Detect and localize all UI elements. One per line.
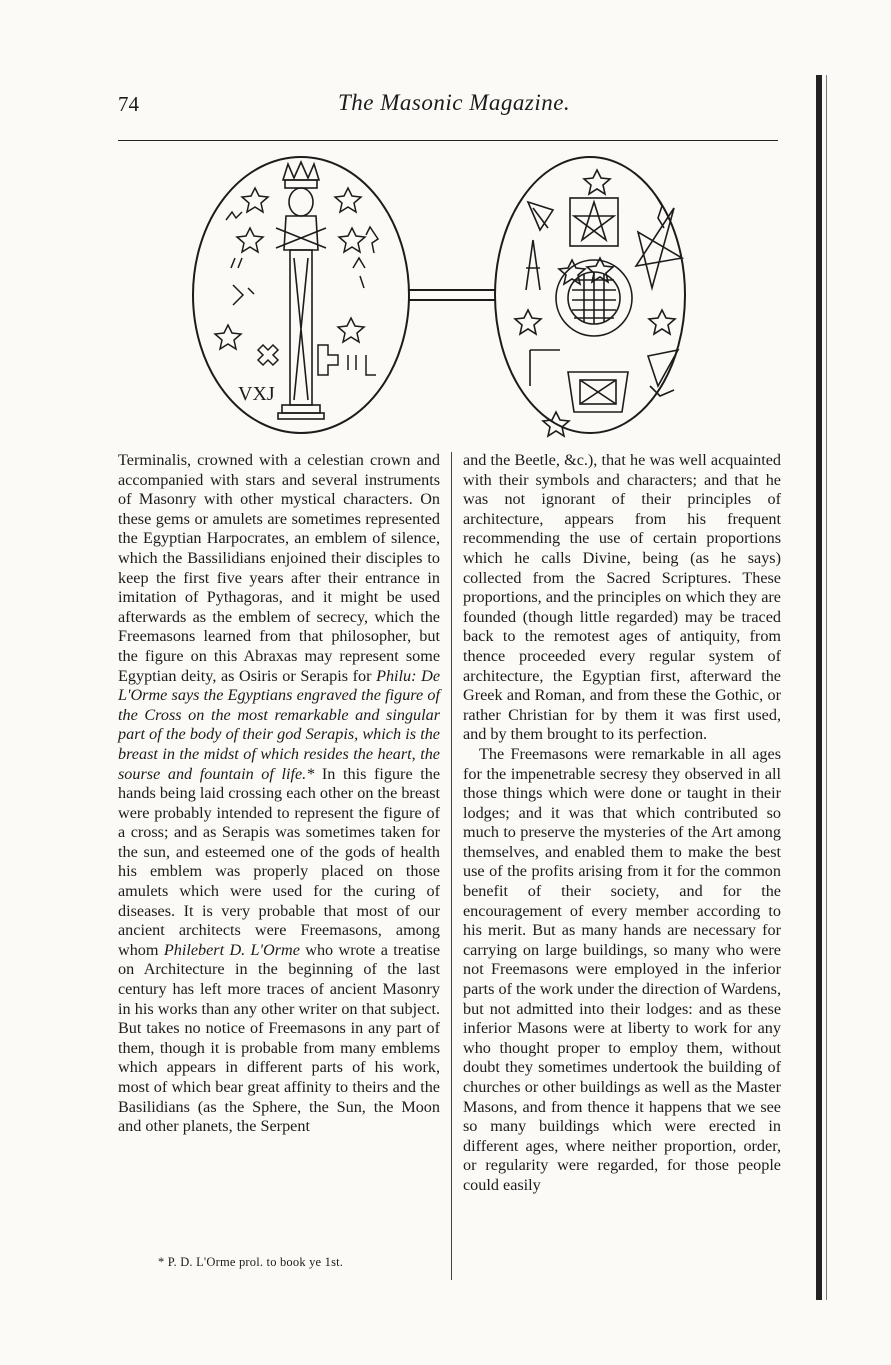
right-paragraph-1: and the Beetle, &c.), that he was well acquainted with their symbols and characters; and that he was not ignorant of their principles of architecture, appears from his frequent recommending the use of certain proportions which he calls Divine, being (as he says) collected from the Sacred Scriptures. These proportions, and the principles on which they are founded (though little regarded) may be traced back to the remotest ages of antiquity, from thence proceeded every regular system of architecture, the Egyptian first, afterward the Greek and Roman, and from these the Gothic, or rather Christian for by them it was first used, and by them brought to its perfection.: [463, 451, 781, 744]
crowned-figure-icon: [276, 162, 326, 419]
right-gem-symbols-icon: [515, 170, 682, 436]
running-title: The Masonic Magazine.: [338, 90, 571, 115]
header-rule: [118, 140, 778, 141]
footnote: * P. D. L'Orme prol. to book ye 1st.: [158, 1255, 344, 1269]
left-text-c: who wrote a treatise on Architecture in the beginning of the last century has left more traces of ancient Masonry in his works than any other writer on that subject. But takes no notice of Freemasons in any part of them, though it is probable from many emblems which appears in different parts of his work, most of which bear great affinity to theirs and the Basilidians (as the Sphere, the Sun, the Moon and other planets, the Serpent: [118, 940, 441, 1136]
left-paragraph: [118, 451, 440, 1137]
left-text-b: In this figure the hands being laid crossing each other on the breast were probably intended to represent the figure of a cross; and as Serapis was sometimes taken for the sun, and esteemed one of the gods of health his emblem was properly placed on those amulets which were used for the curing of diseases. It is very probable that most of our ancient architects were Freemasons, among whom: [118, 764, 441, 959]
page-header: [118, 88, 778, 128]
page-number: 74: [118, 92, 139, 116]
left-gem-outline: [193, 157, 409, 433]
binding-edge-thin: [826, 75, 827, 1300]
right-paragraph-2: The Freemasons were remarkable in all ages for the impenetrable secresy they observed in all those things which were done or taught in their lodges; and it was that which contributed so much to preserve the mysteries of the Art among themselves, and enabled them to make the best use of the profits arising from it for the common benefit of their society, and for the encouragement of every member according to his merit. But as many hands are necessary for carrying on large buildings, so many who were not Freemasons were employed in the inferior parts of the work under the direction of Wardens, but not admitted into their lodges: and as these inferior Masons were at liberty to work for any who thought proper to employ them, without doubt they sometimes undertook the building of churches or other buildings as well as the Master Masons, and from thence it happens that we see so many buildings which were erected in different ages, where neither proportion, order, or regularity were regarded, for those people could easily: [463, 744, 782, 1194]
abraxas-gems-illustration: [188, 150, 688, 440]
left-text-column: [118, 451, 440, 1137]
right-text-column: [463, 451, 781, 1196]
left-italic-name: Philebert D. L'Orme: [163, 940, 300, 959]
left-italic-quote: Philu: De L'Orme says the Egyptians engraved the figure of the Cross on the most remarkable and singular part of the body of their god Serapis, which is the breast in the midst of which resides the heart, the sourse and fountain of life.*: [118, 666, 440, 783]
left-text-a: Terminalis, crowned with a celestian crown and accompanied with stars and several instruments of Masonry with other mystical characters. On these gems or amulets are sometimes represented the Egyptian Harpocrates, an emblem of silence, which the Bassilidians enjoined their disciples to keep the first five years after their entrance in imitation of Pythagoras, and it might be used afterwards as the emblem of secrecy, which the Freemasons learned from that philosopher, but the figure on this Abraxas may represent some Egyptian deity, as Osiris or Serapis for: [118, 451, 440, 685]
left-gem-marks: VXJ: [238, 383, 275, 405]
column-divider: [451, 452, 452, 1280]
binding-edge: [816, 75, 822, 1300]
